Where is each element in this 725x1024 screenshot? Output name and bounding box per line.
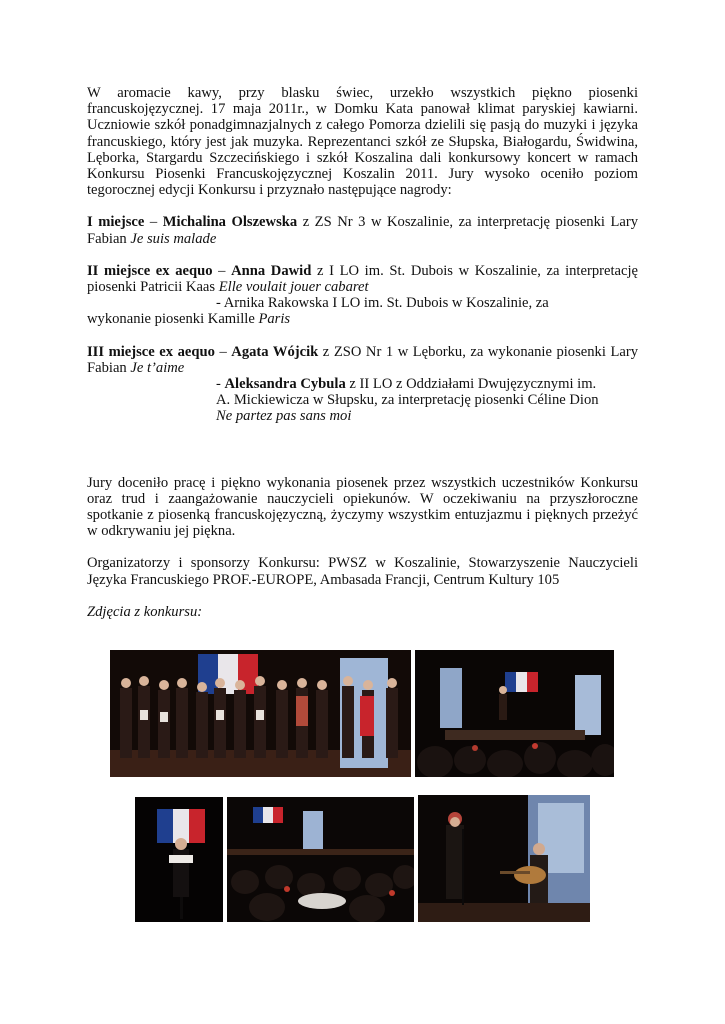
photo-audience-tables [227,797,414,922]
award-third-text: z ZSO Nr 1 w Lęborku, za wykonanie piosenki Lary Fabian [87,343,638,376]
award-second-name: Anna Dawid [231,262,312,279]
award-second-dash: – [212,262,232,279]
award-first-place: I miejsce [87,214,145,231]
award-second-alt-line2 [87,311,638,327]
award-third-name: Agata Wójcik [231,343,319,360]
award-third-alt-name: Aleksandra Cybula [224,376,346,393]
award-third-alt-line2: A. Mickiewicza w Słupsku, za interpretację piosenki Céline Dion [216,392,599,409]
award-third [87,344,638,425]
photo-performer-flag-image [135,797,223,922]
award-first-name: Michalina Olszewska [162,214,298,231]
award-third-song: Je t’aime [130,359,185,376]
intro-paragraph: W aromacie kawy, przy blasku świec, urzekło wszystkich piękno piosenki francuskojęzycznej. 17 maja 2011r., w Domku Kata panował klimat paryskiej kawiarni. Uczniowie szkół ponadgimnazjalnych z całego Pomorza dzielili się pasją do muzyki i języka francuskiego, który jest jak muzyka. Reprezentanci szkół ze Słupska, Białogardu, Świdwina, Lęborka, Stargardu Szczecińskiego i szkół Koszalina dali konkursowy koncert w ramach Konkursu Piosenki Francuskojęzycznej Koszalin 2011. Jury wysoko oceniło poziom tegorocznej edycji Konkursu i przyznało następujące nagrody: [87,85,638,199]
award-third-alt-song: Ne partez pas sans moi [216,408,352,425]
photos-label-text: Zdjęcia z konkursu: [87,603,203,620]
award-second [87,263,638,328]
photo-audience-tables-image [227,797,414,922]
award-third-alt-line3 [87,408,638,424]
photo-group-image [110,650,411,777]
award-second-alt-song: Paris [258,311,291,328]
award-third-dash: – [214,343,232,360]
award-second-alt-text: wykonanie piosenki Kamille [87,311,259,328]
award-second-song: Elle voulait jouer cabaret [218,279,369,296]
award-third-place: III miejsce ex aequo [87,343,215,360]
award-third-alt-prefix: - [216,376,225,393]
award-third-main [87,344,638,376]
photos-label [87,604,638,620]
photo-performer-flag [135,797,223,922]
award-third-alt-text: z II LO z Oddziałami Dwujęzycznymi im. [345,376,597,393]
photo-stage-audience-image [415,650,614,777]
spacer [87,425,638,475]
photo-group-on-stage [110,650,411,777]
closing-paragraph: Jury doceniło pracę i piękno wykonania piosenek przez wszystkich uczestników Konkursu oraz trud i zaangażowanie nauczycieli opiekunów. W oczekiwaniu na przyszłoroczne spotkanie z piosenką francuskojęzyczną, życzymy wszystkim entuzjazmu i pięknych przeżyć w odkrywaniu jej piękna. [87,474,638,540]
award-second-place: II miejsce ex aequo [87,262,213,279]
award-second-main [87,263,638,295]
award-first-text: z ZS Nr 3 w Koszalinie, za interpretację piosenki Lary Fabian [87,214,639,247]
sponsors-paragraph: Organizatorzy i sponsorzy Konkursu: PWSZ w Koszalinie, Stowarzyszenie Nauczycieli Języka Francuskiego PROF.-EUROPE, Ambasada Francji, Centrum Kultury 105 [87,555,638,588]
photo-stage-audience [415,650,614,777]
award-third-alt-line1 [87,376,638,392]
award-first [87,214,638,246]
award-second-text: z I LO im. St. Dubois w Koszalinie, za interpretację piosenki Patricii Kaas [87,262,638,296]
photo-singer-guitarist-image [418,795,590,922]
award-second-alt-line1: - Arnika Rakowska I LO im. St. Dubois w Koszalinie, za [216,295,549,312]
award-first-dash: – [144,214,163,231]
photo-singer-guitarist [418,795,590,922]
award-first-song: Je suis malade [130,230,217,247]
document-body [87,85,638,620]
